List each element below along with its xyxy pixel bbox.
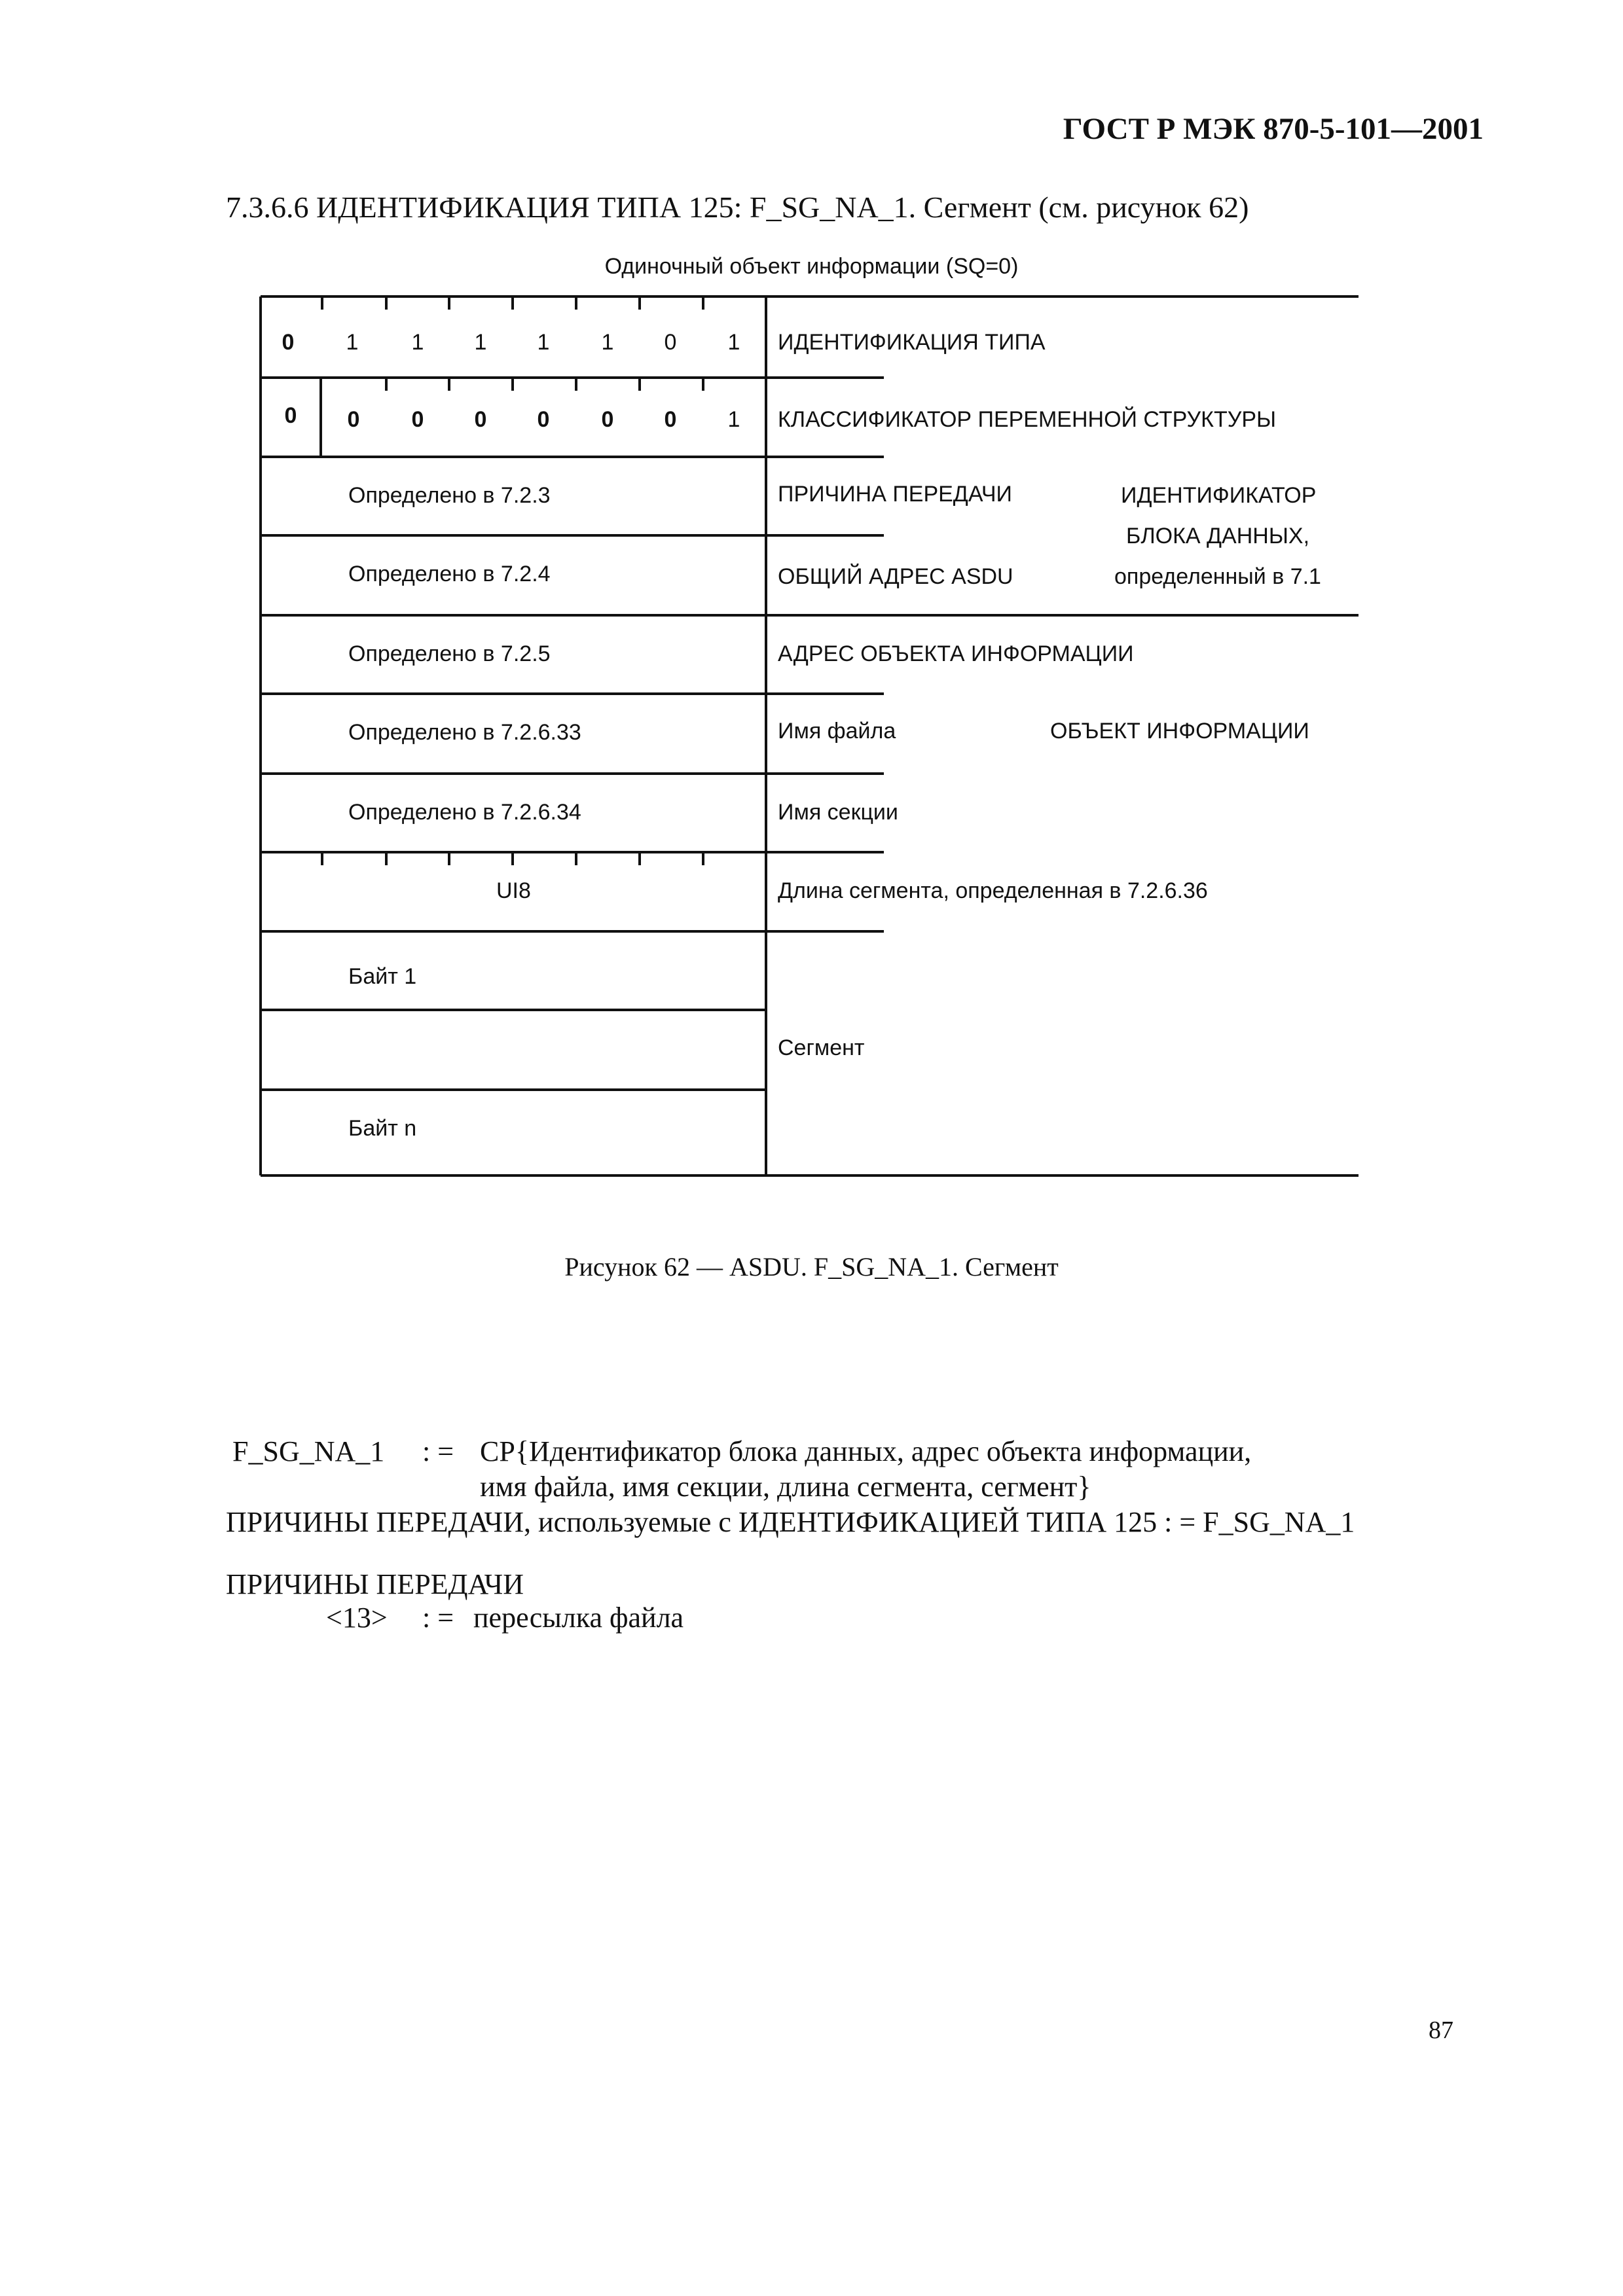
section-name-label: Имя секции: [778, 800, 898, 825]
info-object-label: ОБЪЕКТ ИНФОРМАЦИИ: [1050, 719, 1309, 744]
ioa-definition: Определено в 7.2.5: [348, 641, 551, 666]
common-address-definition: Определено в 7.2.4: [348, 562, 551, 586]
vsq-ticks: [386, 378, 703, 391]
vsq-bit-3: 0: [601, 407, 614, 432]
cot-usage-line: ПРИЧИНЫ ПЕРЕДАЧИ, используемые с ИДЕНТИФИКАЦИЕЙ ТИПА 125 : = F_SG_NA_1: [226, 1506, 1355, 1538]
type-id-bit-2: 0: [664, 330, 677, 355]
ui8-ticks: [322, 852, 703, 865]
dui-label-line-3: определенный в 7.1: [1114, 564, 1321, 589]
common-address-label: ОБЩИЙ АДРЕС ASDU: [778, 564, 1013, 589]
type-id-bit-4: 1: [537, 330, 550, 355]
vsq-bit-4: 0: [537, 407, 550, 432]
vsq-label: КЛАССИФИКАТОР ПЕРЕМЕННОЙ СТРУКТУРЫ: [778, 407, 1277, 432]
vsq-bit-7: 0: [347, 407, 360, 432]
type-id-bit-3: 1: [601, 330, 614, 355]
cot-definition: Определено в 7.2.3: [348, 483, 551, 508]
vsq-bit-5: 0: [474, 407, 487, 432]
cot-title: ПРИЧИНЫ ПЕРЕДАЧИ: [226, 1568, 524, 1600]
type-id-label: ИДЕНТИФИКАЦИЯ ТИПА: [778, 330, 1046, 355]
figure-caption: Рисунок 62 — ASDU. F_SG_NA_1. Сегмент: [564, 1252, 1059, 1282]
vsq-sq-bit: 0: [284, 403, 297, 428]
type-id-bit-8: 0: [282, 330, 295, 355]
type-id-bit-7: 1: [346, 330, 359, 355]
file-name-definition: Определено в 7.2.6.33: [348, 720, 581, 745]
definition-line-2: имя файла, имя секции, длина сегмента, сегмент}: [480, 1471, 1091, 1503]
vsq-bit-2: 0: [664, 407, 677, 432]
cot-description: пересылка файла: [473, 1602, 684, 1634]
segment-label: Сегмент: [778, 1035, 865, 1060]
type-id-bit-6: 1: [411, 330, 424, 355]
page-number: 87: [1429, 2017, 1453, 2044]
ui8-label: UI8: [496, 878, 531, 903]
cot-code: <13>: [326, 1602, 388, 1634]
type-id-ticks: [322, 296, 703, 310]
ioa-label: АДРЕС ОБЪЕКТА ИНФОРМАЦИИ: [778, 641, 1134, 666]
dui-label-line-2: БЛОКА ДАННЫХ,: [1126, 524, 1310, 548]
segment-length-label: Длина сегмента, определенная в 7.2.6.36: [778, 878, 1208, 903]
byte-1-label: Байт 1: [348, 964, 417, 989]
frame-title: Одиночный объект информации (SQ=0): [604, 254, 1019, 279]
definition-name: F_SG_NA_1: [232, 1435, 385, 1467]
type-id-bit-5: 1: [474, 330, 487, 355]
section-name-definition: Определено в 7.2.6.34: [348, 800, 581, 825]
type-id-bit-1: 1: [727, 330, 740, 355]
section-heading: 7.3.6.6 ИДЕНТИФИКАЦИЯ ТИПА 125: F_SG_NA_1. Сегмент (см. рисунок 62): [226, 190, 1249, 224]
byte-n-label: Байт n: [348, 1116, 417, 1141]
definition-line-1: CP{Идентификатор блока данных, адрес объекта информации,: [480, 1435, 1252, 1467]
vsq-bit-1: 1: [727, 407, 740, 432]
definition-operator: : =: [422, 1435, 454, 1467]
cot-operator: : =: [422, 1602, 454, 1634]
standard-header: ГОСТ Р МЭК 870-5-101—2001: [1063, 112, 1484, 146]
cot-label: ПРИЧИНА ПЕРЕДАЧИ: [778, 482, 1012, 507]
vsq-bit-6: 0: [411, 407, 424, 432]
dui-label-line-1: ИДЕНТИФИКАТОР: [1121, 483, 1317, 508]
file-name-label: Имя файла: [778, 719, 896, 744]
